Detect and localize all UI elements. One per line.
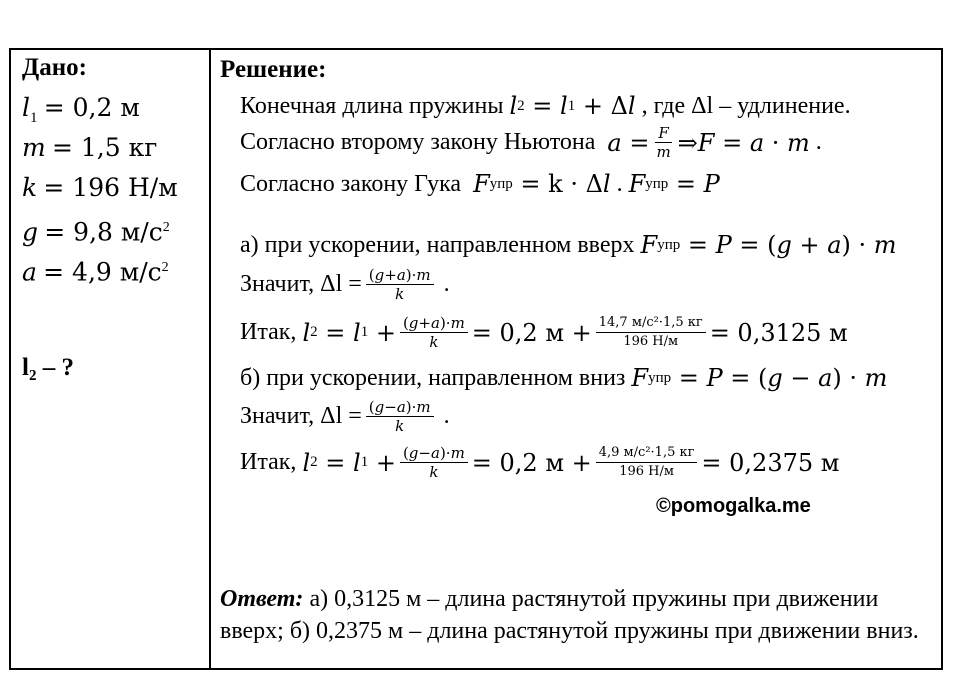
given-title: Дано: <box>22 54 87 81</box>
solution-line-7: б) при ускорении, направленном вниз F упр = P = ( g − a ) · m <box>240 364 888 392</box>
unknown-l2: l₂ – ? <box>22 354 74 381</box>
given-a: a = 4,9 $м/с^2$ <box>22 257 169 287</box>
column-divider <box>209 48 211 670</box>
solution-title: Решение: <box>220 56 327 83</box>
solution-line-5: Значит, Δl = $\frac{(g+a)\cdot m}{k}$ . <box>240 266 450 303</box>
solution-line-2: Согласно второму закону Ньютона a = $\frac{F}{m}$ ⇒ F = a · m . <box>240 124 822 161</box>
given-m: m = 1,5 кг <box>22 133 158 162</box>
answer-block <box>220 583 930 647</box>
answer-label: Ответ: <box>220 586 304 612</box>
given-l1: $l_1 = 0,2$ м <box>22 93 140 126</box>
answer-text: а) 0,3125 м – длина растянутой пружины при движении вверх; б) 0,2375 м – длина растянутой пружины при движении вниз. <box>220 586 919 644</box>
given-k: k = 196 Н/м <box>22 173 178 202</box>
solution-line-4: а) при ускорении, направленном вверх F упр = P = ( g + a ) · m <box>240 231 897 259</box>
watermark: ©pomogalka.me <box>656 495 811 517</box>
solution-line-6: Итак, l 2 = l 1 + $\frac{(g+a)\cdot m}{k}$ = 0,2 м + $\frac{\text{14,7 м/с²·1,5 кг}}{196 Н/м}$ = 0,3125 м <box>240 314 848 351</box>
solution-line-9: Итак, l 2 = l 1 + $\frac{(g-a)\cdot m}{k}$ = 0,2 м + $\frac{\text{4,9 м/с²·1,5 кг}}{196 Н/м}$ = 0,2375 м <box>240 444 840 481</box>
solution-line-1: Конечная длина пружины l 2 = l 1 + Δ l , где Δl – удлинение. <box>240 92 851 120</box>
given-column <box>22 54 178 381</box>
given-g: g = 9,8 $м/с^2$ <box>22 217 170 247</box>
solution-line-3: Согласно закону Гука F упр = k · Δ l . F упр = P <box>240 170 720 198</box>
solution-line-8: Значит, Δl = $\frac{(g-a)\cdot m}{k}$ . <box>240 398 450 435</box>
